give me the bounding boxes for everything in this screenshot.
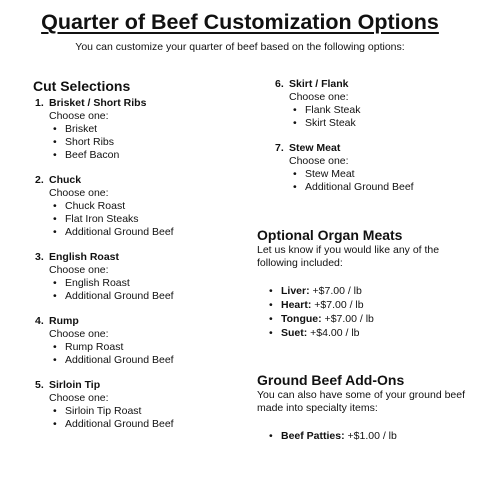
cut-options	[289, 104, 472, 130]
cut-options	[49, 123, 253, 162]
cut-item	[33, 97, 253, 162]
addon-price: +$1.00 / lb	[344, 430, 397, 442]
organ-meat-name: Heart:	[281, 299, 312, 311]
cut-name: Stew Meat	[289, 142, 341, 154]
cut-option: • Brisket	[49, 123, 253, 136]
cut-options	[49, 200, 253, 239]
organ-meat-price: +$7.00 / lb	[321, 313, 374, 325]
left-column	[33, 78, 253, 431]
cut-option: • Additional Ground Beef	[49, 354, 253, 367]
cut-number: 3.	[35, 251, 44, 263]
cut-option: • Additional Ground Beef	[289, 181, 472, 194]
cut-selections-heading: Cut Selections	[33, 78, 131, 94]
ground-beef-addons-list	[257, 429, 472, 443]
cut-number: 5.	[35, 379, 44, 391]
cut-options	[49, 277, 253, 303]
cut-options	[49, 405, 253, 431]
organ-meat-name: Liver:	[281, 285, 310, 297]
cut-prompt: Choose one:	[49, 328, 109, 340]
cut-name: Brisket / Short Ribs	[49, 97, 147, 109]
page-subtitle: You can customize your quarter of beef based on the following options:	[75, 41, 405, 53]
cut-name: English Roast	[49, 251, 120, 263]
cut-item	[33, 379, 253, 431]
cut-item	[273, 142, 472, 194]
cut-number: 2.	[35, 174, 44, 186]
organ-meat-price: +$7.00 / lb	[311, 299, 364, 311]
cut-option: • Stew Meat	[289, 168, 472, 181]
organ-meat-item	[257, 284, 472, 298]
cut-prompt: Choose one:	[289, 155, 349, 167]
cut-option: • Flank Steak	[289, 104, 472, 117]
cut-item	[33, 251, 253, 303]
organ-meats-list	[257, 284, 472, 340]
organ-meats-heading: Optional Organ Meats	[257, 227, 403, 243]
organ-meat-price: +$4.00 / lb	[307, 327, 360, 339]
cut-prompt: Choose one:	[49, 392, 109, 404]
cut-number: 7.	[275, 142, 284, 154]
cut-option: • Beef Bacon	[49, 149, 253, 162]
cut-option: • Additional Ground Beef	[49, 418, 253, 431]
cut-prompt: Choose one:	[49, 264, 109, 276]
cut-option: • Additional Ground Beef	[49, 226, 253, 239]
cut-item	[33, 174, 253, 239]
organ-meat-name: Suet:	[281, 327, 308, 339]
cut-name: Sirloin Tip	[49, 379, 101, 391]
cut-prompt: Choose one:	[289, 91, 349, 103]
organ-meat-price: +$7.00 / lb	[309, 285, 362, 297]
organ-meat-item	[257, 312, 472, 326]
addon-name: Beef Patties:	[281, 430, 345, 442]
cut-number: 6.	[275, 78, 284, 90]
cut-option: • Sirloin Tip Roast	[49, 405, 253, 418]
cut-option: • Flat Iron Steaks	[49, 213, 253, 226]
right-column	[257, 78, 472, 443]
cut-options	[49, 341, 253, 367]
page-title: Quarter of Beef Customization Options	[41, 10, 439, 34]
organ-meat-name: Tongue:	[281, 313, 322, 325]
organ-meat-item	[257, 326, 472, 340]
cut-option: • Rump Roast	[49, 341, 253, 354]
cut-prompt: Choose one:	[49, 187, 109, 199]
organ-meats-intro: Let us know if you would like any of the following included:	[257, 244, 440, 269]
cut-option: • Additional Ground Beef	[49, 290, 253, 303]
cut-option: • Chuck Roast	[49, 200, 253, 213]
cut-option: • Short Ribs	[49, 136, 253, 149]
cut-prompt: Choose one:	[49, 110, 109, 122]
ground-beef-addons-heading: Ground Beef Add-Ons	[257, 372, 405, 388]
cut-number: 1.	[35, 97, 44, 109]
cut-item	[273, 78, 472, 130]
ground-beef-addons-intro: You can also have some of your ground beef made into specialty items:	[257, 389, 466, 414]
cut-number: 4.	[35, 315, 44, 327]
addon-item	[257, 429, 472, 443]
cut-name: Rump	[49, 315, 79, 327]
cut-option: • Skirt Steak	[289, 117, 472, 130]
cut-item	[33, 315, 253, 367]
cut-options	[289, 168, 472, 194]
cut-option: • English Roast	[49, 277, 253, 290]
cut-name: Skirt / Flank	[289, 78, 349, 90]
cut-name: Chuck	[49, 174, 82, 186]
organ-meat-item	[257, 298, 472, 312]
